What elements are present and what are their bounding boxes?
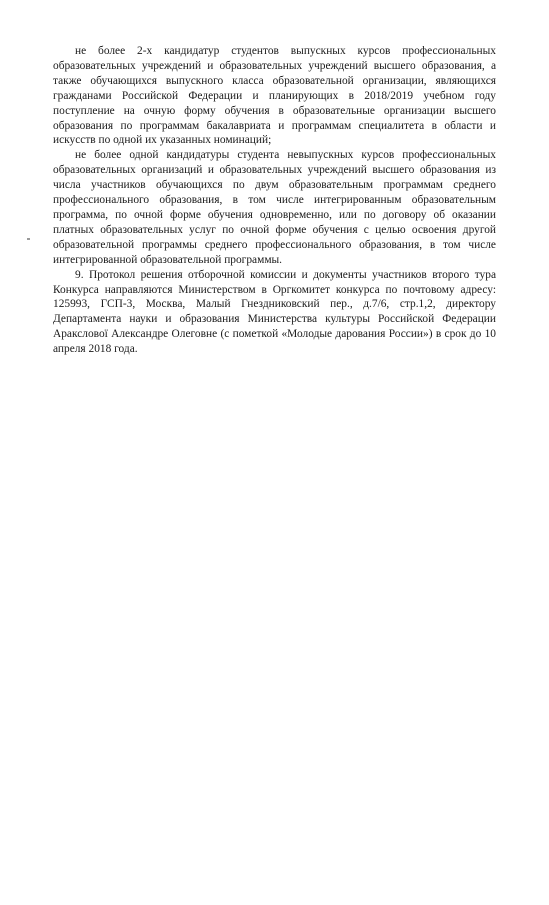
paragraph-graduates-nomination: не более 2-х кандидатур студентов выпускных курсов профессиональных образовательных учреждений и образовательных учреждений высшего образования, а также обучающихся выпускного класса образовательной организации, являющихся гражданами Российской Федерации и планирующих в 2018/2019 учебном году поступление на очную форму обучения в образовательные организации высшего образования по программам бакалавриата и программам специалитета в области и искусств по одной их указанных номинаций; [53,45,496,147]
paragraph-undergraduates-nomination: не более одной кандидатуры студента невыпускных курсов профессиональных образовательных организаций и образовательных учреждений высшего образования из числа участников обучающихся по двум образовательным программам среднего профессионального образования, в том числе интегрированным образовательным программа, по очной форме обучения одновременно, или по договору об оказании платных образовательных услуг по очной форме обучения с целью освоения другой образовательной программы среднего профессионального образования, в том числе интегрированной образовательной программы. [53,149,496,266]
document-body [53,44,496,357]
paragraph-section-9: 9. Протокол решения отборочной комиссии и документы участников второго тура Конкурса направляются Министерством в Оргкомитет конкурса по почтовому адресу: 125993, ГСП-3, Москва, Малый Гнездниковский пер., д.7/6, стр.1,2, директору Департамента науки и образования Министерства культуры Российской Федерации Аракслової Александре Олеговне (с пометкой «Молодые дарования России») в срок до 10 апреля 2018 года. [53,268,496,356]
scan-speck [27,238,30,240]
